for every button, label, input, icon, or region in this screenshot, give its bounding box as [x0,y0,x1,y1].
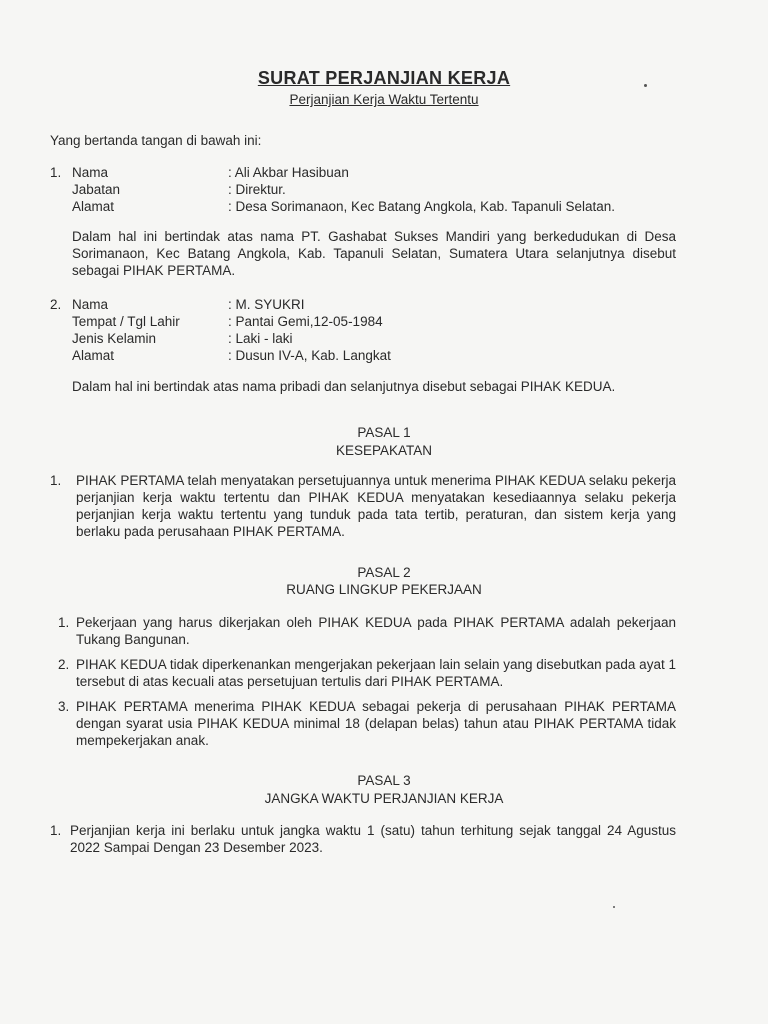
pasal2-title: RUANG LINGKUP PEKERJAAN [286,582,482,597]
pasal2-item2-text: PIHAK KEDUA tidak diperkenankan mengerjakan pekerjaan lain selain yang disebutkan pada ayat 1 tersebut di atas kecuali atas persetujuan tertulis dari PIHAK PERTAMA. [76,657,676,689]
pasal2-item2-number: 2. [58,657,70,672]
party1-value-name: : Ali Akbar Hasibuan [228,165,349,180]
party1-label-address: Alamat [72,199,115,214]
party2-value-address: : Dusun IV-A, Kab. Langkat [228,348,391,363]
scan-speck [613,906,615,908]
party1-label-name: Nama [72,165,109,180]
scan-speck [644,84,647,87]
pasal3-item1-text: Perjanjian kerja ini berlaku untuk jangka waktu 1 (satu) tahun terhitung sejak tanggal 24 Agustus 2022 Sampai Dengan 23 Desember 2023. [70,823,676,855]
party2-statement: Dalam hal ini bertindak atas nama pribadi dan selanjutnya disebut sebagai PIHAK KEDUA. [72,379,616,394]
pasal2-item1-text: Pekerjaan yang harus dikerjakan oleh PIHAK KEDUA pada PIHAK PERTAMA adalah pekerjaan Tukang Bangunan. [76,615,676,647]
party2-number: 2. [50,297,62,312]
party1-number: 1. [50,165,62,180]
party1-value-position: : Direktur. [228,182,286,197]
party2-value-gender: : Laki - laki [228,331,293,346]
pasal1-heading: PASAL 1 [357,425,411,440]
party2-label-gender: Jenis Kelamin [72,331,157,346]
pasal3-title: JANGKA WAKTU PERJANJIAN KERJA [264,791,504,806]
intro-text: Yang bertanda tangan di bawah ini: [50,133,262,148]
pasal2-heading: PASAL 2 [357,565,411,580]
pasal1-title: KESEPAKATAN [335,443,433,458]
party2-label-birth: Tempat / Tgl Lahir [72,314,180,329]
pasal2-item1-number: 1. [58,615,70,630]
document-title: SURAT PERJANJIAN KERJA [257,68,511,88]
party2-value-birth: : Pantai Gemi,12-05-1984 [228,314,383,329]
pasal1-item-number: 1. [50,473,62,488]
pasal3-item1-number: 1. [50,823,62,838]
pasal2-item3-text: PIHAK PERTAMA menerima PIHAK KEDUA sebagai pekerja di perusahaan PIHAK PERTAMA dengan syarat usia PIHAK KEDUA minimal 18 (delapan belas) tahun atau PIHAK PERTAMA tidak mempekerjakan anak. [76,699,676,748]
pasal2-item3-number: 3. [58,699,70,714]
party1-statement: Dalam hal ini bertindak atas nama PT. Gashabat Sukses Mandiri yang berkedudukan di Desa Sorimanaon, Kec Batang Angkola, Kab. Tapanuli Selatan, Sumatera Utara selanjutnya disebut sebagai PIHAK PERTAMA. [72,229,676,278]
party2-value-name: : M. SYUKRI [228,297,305,312]
pasal3-heading: PASAL 3 [357,773,411,788]
party2-label-name: Nama [72,297,109,312]
document-subtitle: Perjanjian Kerja Waktu Tertentu [289,92,479,107]
party2-label-address: Alamat [72,348,115,363]
party1-label-position: Jabatan [72,182,121,197]
party1-value-address: : Desa Sorimanaon, Kec Batang Angkola, Kab. Tapanuli Selatan. [228,199,616,214]
pasal1-item-text: PIHAK PERTAMA telah menyatakan persetujuannya untuk menerima PIHAK KEDUA selaku pekerja perjanjian kerja waktu tertentu dan PIHAK KEDUA menyatakan kesediaannya selaku pekerja perjanjian kerja waktu tertentu yang tunduk pada tata tertib, peraturan, dan sistem kerja yang berlaku pada perusahaan PIHAK PERTAMA. [76,473,676,539]
